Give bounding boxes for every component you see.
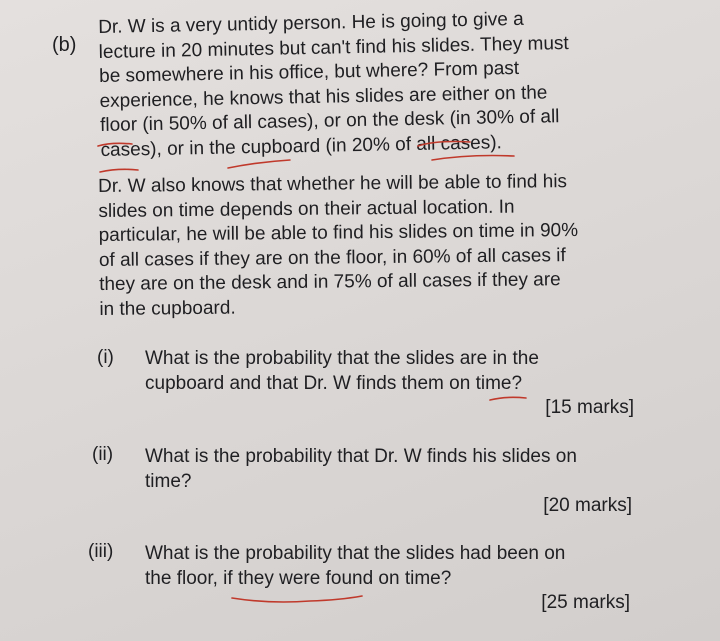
intro-line: cases), or in the cupboard (in 20% of all cases). <box>100 131 503 161</box>
intro-line: experience, he knows that his slides are either on the <box>99 81 548 112</box>
question-text <box>145 346 539 396</box>
question-text <box>145 444 577 494</box>
ink-underline <box>100 169 138 172</box>
question-line: What is the probability that the slides are in the <box>145 348 539 369</box>
intro-line: floor (in 50% of all cases), or on the desk (in 30% of all <box>99 106 560 136</box>
context-line: of all cases if they are on the floor, in 60% of all cases if <box>98 244 566 271</box>
question-number: (ii) <box>92 444 114 465</box>
ink-underline <box>228 160 290 168</box>
intro-line: be somewhere in his office, but where? From past <box>98 57 520 87</box>
ink-underline <box>490 397 526 400</box>
marks-label: [20 marks] <box>543 495 632 516</box>
context-paragraph <box>98 170 579 322</box>
intro-paragraph <box>98 7 571 163</box>
context-line: in the cupboard. <box>99 297 236 320</box>
question-line: time? <box>145 471 192 492</box>
intro-line: Dr. W is a very untidy person. He is going to give a <box>98 8 524 38</box>
intro-line: lecture in 20 minutes but can't find his slides. They must <box>98 32 569 63</box>
question-line: What is the probability that the slides had been on <box>145 543 566 564</box>
context-line: they are on the desk and in 75% of all cases if they are <box>99 269 561 295</box>
marks-label: [25 marks] <box>541 592 630 613</box>
question-number: (i) <box>97 347 114 368</box>
question-text <box>145 541 565 591</box>
context-line: slides on time depends on their actual location. In <box>98 196 515 222</box>
part-label: (b) <box>52 34 77 56</box>
question-line: the floor, if they were found on time? <box>145 568 452 589</box>
ink-underline <box>232 596 362 602</box>
context-line: Dr. W also knows that whether he will be able to find his <box>98 171 568 197</box>
context-line: particular, he will be able to find his slides on time in 90% <box>98 219 579 246</box>
question-line: cupboard and that Dr. W finds them on time? <box>145 373 523 394</box>
question-line: What is the probability that Dr. W finds his slides on <box>145 446 577 467</box>
marks-label: [15 marks] <box>545 397 634 418</box>
question-number: (iii) <box>88 541 114 562</box>
